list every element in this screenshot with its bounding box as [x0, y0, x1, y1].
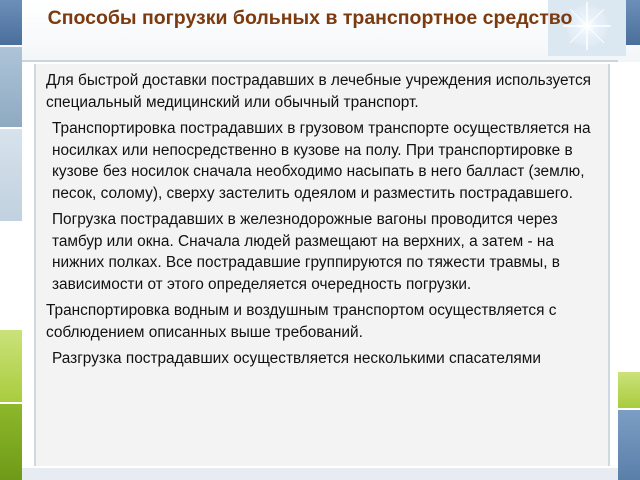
decor-tile — [618, 410, 640, 480]
paragraph: Разгрузка пострадавших осуществляется несколькими спасателями — [52, 350, 541, 367]
paragraph: Транспортировка водным и воздушным транспортом осуществляется с соблюдением описанных выше требований. — [46, 302, 557, 341]
decor-tile — [0, 404, 22, 480]
paragraph: Для быстрой доставки пострадавших в лечебные учреждения используется специальный медицинский или обычный транспорт. — [46, 72, 591, 111]
decor-tile — [0, 129, 22, 221]
slide-body — [46, 70, 606, 375]
decor-tile — [0, 0, 22, 45]
decor-tile — [618, 372, 640, 408]
paragraph: Погрузка пострадавших в железнодорожные вагоны проводится через тамбур или окна. Сначала людей размещают на верхних, а затем - на нижних полках. Все пострадавшие группируются по тяжести травмы, в зависимости от этого определяется очередность погрузки. — [52, 211, 560, 293]
divider — [22, 60, 618, 62]
paragraph: Транспортировка пострадавших в грузовом транспорте осуществляется на носилках или непосредственно в кузове на полу. При транспортировке в кузове без носилок сначала необходимо насыпать в него балласт (землю, песок, солому), сверху застелить одеялом и разместить пострадавшего. — [52, 120, 591, 202]
slide-title: Способы погрузки больных в транспортное средство — [47, 7, 573, 29]
footer-band — [22, 468, 618, 480]
decor-tile — [0, 47, 22, 127]
decor-tile — [0, 330, 22, 402]
